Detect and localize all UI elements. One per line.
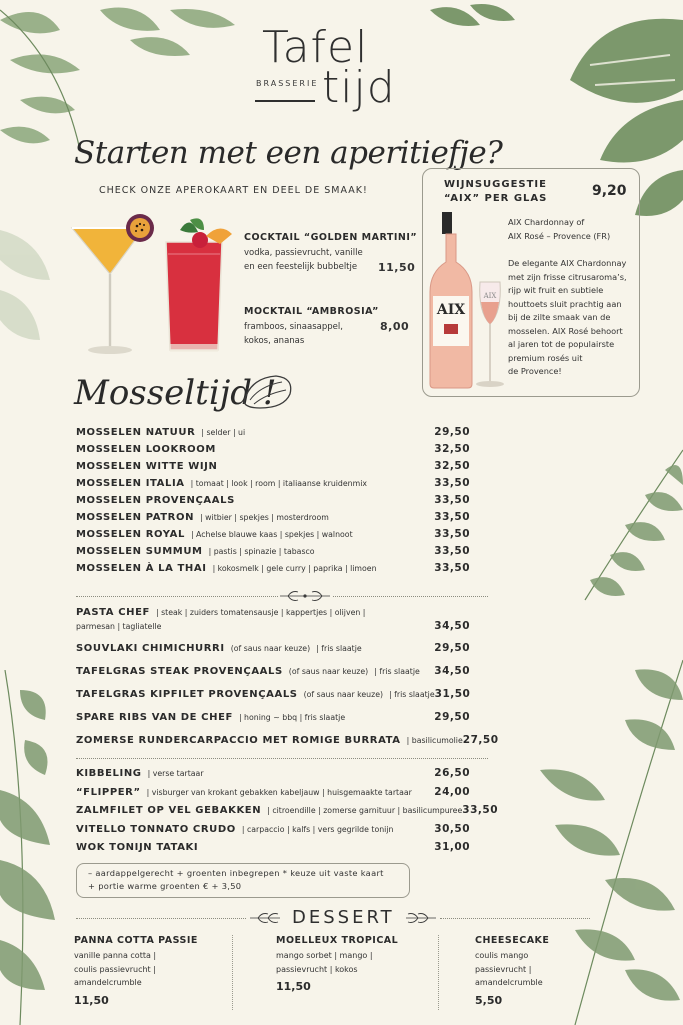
item-description: | fris slaatje bbox=[316, 644, 362, 653]
side-dish-note-line-2: + portie warme groenten € + 3,50 bbox=[88, 881, 242, 891]
menu-item-pasta bbox=[76, 607, 470, 632]
item-name: MOSSELEN ROYAL bbox=[76, 529, 185, 540]
menu-item bbox=[76, 545, 470, 561]
item-name: ZALMFILET OP VEL GEBAKKEN bbox=[76, 805, 262, 816]
cocktail-name: COCKTAIL “GOLDEN MARTINI” bbox=[244, 232, 418, 243]
dessert-heading: DESSERT bbox=[292, 907, 395, 928]
item-description: | kokosmelk | gele curry | paprika | limoen bbox=[212, 564, 377, 573]
item-price: 34,50 bbox=[434, 620, 470, 632]
item-price: 26,50 bbox=[434, 767, 470, 779]
item-description: | fris slaatje bbox=[389, 690, 435, 699]
dessert-name: PANNA COTTA PASSIE bbox=[74, 935, 198, 946]
dessert-desc-line: amandelcrumble bbox=[475, 978, 543, 987]
dessert-price: 11,50 bbox=[276, 980, 311, 993]
dessert-column-divider bbox=[438, 935, 439, 1010]
item-price: 29,50 bbox=[434, 642, 470, 654]
item-name: MOSSELEN NATUUR bbox=[76, 427, 196, 438]
item-price: 33,50 bbox=[434, 545, 470, 557]
leaf-decoration-right-middle bbox=[575, 440, 683, 610]
item-name: MOSSELEN SUMMUM bbox=[76, 546, 203, 557]
wine-price: 9,20 bbox=[592, 183, 627, 199]
item-name: KIBBELING bbox=[76, 768, 142, 779]
dessert-item bbox=[475, 935, 585, 1007]
item-price: 33,50 bbox=[462, 804, 498, 816]
dessert-name: CHEESECAKE bbox=[475, 935, 550, 946]
item-description: | tomaat | look | room | italiaanse kruidenmix bbox=[190, 479, 367, 488]
menu-item bbox=[76, 823, 470, 839]
wine-title bbox=[444, 178, 547, 206]
item-name: TAFELGRAS STEAK PROVENÇAALS bbox=[76, 666, 283, 677]
item-price: 33,50 bbox=[434, 494, 470, 506]
mosselen-heading: Mosseltijd ! bbox=[74, 373, 277, 413]
mocktail-price: 8,00 bbox=[380, 320, 410, 333]
item-name: TAFELGRAS KIPFILET PROVENÇAALS bbox=[76, 689, 298, 700]
menu-item bbox=[76, 528, 470, 544]
item-description: | witbier | spekjes | mosterdroom bbox=[200, 513, 329, 522]
menu-item bbox=[76, 494, 470, 510]
item-description: | basilicumolie bbox=[406, 736, 463, 745]
item-price: 24,00 bbox=[434, 786, 470, 798]
item-name: MOSSELEN LOOKROOM bbox=[76, 444, 216, 455]
aperitief-heading: Starten met een aperitiefje? bbox=[74, 135, 503, 171]
wine-desc-line: rijp wit fruit en subtiele bbox=[508, 285, 604, 295]
item-description: | honing ~ bbq | fris slaatje bbox=[238, 713, 346, 722]
wine-desc-line: al jaren tot de populairste bbox=[508, 339, 615, 349]
wine-subtitle bbox=[508, 216, 610, 243]
dessert-desc-line: amandelcrumble bbox=[74, 978, 142, 987]
menu-item bbox=[76, 477, 470, 493]
dessert-item bbox=[74, 935, 224, 1007]
wine-subtitle-line-1: AIX Chardonnay of bbox=[508, 217, 585, 227]
menu-item bbox=[76, 786, 470, 802]
aperitief-subheading: CHECK ONZE APEROKAART EN DEEL DE SMAAK! bbox=[99, 185, 368, 196]
menu-item bbox=[76, 767, 470, 783]
menu-item bbox=[76, 642, 470, 658]
item-price: 34,50 bbox=[434, 665, 470, 677]
mocktail-glass-icon bbox=[160, 214, 235, 359]
dessert-divider-right bbox=[440, 918, 590, 919]
item-price: 32,50 bbox=[434, 443, 470, 455]
mocktail-desc-1: framboos, sinaasappel, bbox=[244, 322, 343, 332]
dessert-price: 5,50 bbox=[475, 993, 503, 1007]
dessert-price: 11,50 bbox=[74, 993, 109, 1007]
menu-item bbox=[76, 426, 470, 442]
item-name: ZOMERSE RUNDERCARPACCIO MET ROMIGE BURRATA bbox=[76, 735, 401, 746]
item-description: | citroendille | zomerse garnituur | basilicumpuree bbox=[267, 806, 463, 815]
wine-bottle-icon bbox=[428, 212, 508, 390]
item-price: 30,50 bbox=[434, 823, 470, 835]
dessert-item bbox=[276, 935, 426, 993]
item-name: SPARE RIBS VAN DE CHEF bbox=[76, 712, 233, 723]
cocktail-price: 11,50 bbox=[378, 261, 416, 274]
mussel-icon bbox=[240, 372, 296, 412]
wine-desc-line: bij de zilte smaak van de bbox=[508, 312, 611, 322]
item-price: 32,50 bbox=[434, 460, 470, 472]
dessert-divider-left bbox=[76, 918, 246, 919]
menu-item bbox=[76, 711, 470, 727]
menu-item bbox=[76, 562, 470, 578]
wine-desc-line: mosselen. AIX Rosé behoort bbox=[508, 325, 623, 336]
dessert-desc-line: passievrucht | kokos bbox=[276, 964, 358, 974]
item-note: (of saus naar keuze) bbox=[288, 667, 369, 676]
item-price: 33,50 bbox=[434, 528, 470, 540]
sprig-right-icon bbox=[404, 910, 438, 926]
item-name: MOSSELEN PROVENÇAALS bbox=[76, 495, 235, 506]
item-description: | verse tartaar bbox=[147, 769, 204, 778]
menu-item bbox=[76, 460, 470, 476]
sprig-left-icon bbox=[248, 910, 282, 926]
wine-desc-line: met zijn frisse citrusaroma’s, bbox=[508, 271, 627, 282]
wine-description bbox=[508, 257, 636, 379]
dessert-desc-line: mango sorbet | mango | bbox=[276, 951, 373, 960]
dessert-name: MOELLEUX TROPICAL bbox=[276, 935, 399, 946]
martini-glass-icon bbox=[68, 208, 158, 358]
side-dish-note-line-1: – aardappelgerecht + groenten inbegrepen * keuze uit vaste kaart bbox=[88, 868, 384, 878]
menu-item bbox=[76, 804, 498, 820]
item-price: 31,00 bbox=[434, 841, 470, 853]
leaf-decoration-left-middle bbox=[0, 210, 60, 360]
item-name: MOSSELEN ITALIA bbox=[76, 478, 185, 489]
wine-subtitle-line-2: AIX Rosé – Provence (FR) bbox=[508, 230, 611, 241]
wine-title-line-2: “AIX” PER GLAS bbox=[444, 193, 548, 204]
item-note: (of saus naar keuze) bbox=[230, 644, 311, 653]
sprig-ornament-icon bbox=[278, 588, 332, 604]
item-description: | carpaccio | kalfs | vers gegrilde tonijn bbox=[241, 825, 394, 834]
cocktail-desc-1: vodka, passievrucht, vanille bbox=[244, 248, 363, 258]
item-name: MOSSELEN À LA THAI bbox=[76, 563, 207, 574]
wine-desc-line: De elegante AIX Chardonnay bbox=[508, 258, 627, 268]
menu-item bbox=[76, 841, 470, 857]
item-price: 33,50 bbox=[434, 562, 470, 574]
item-description: | steak | zuiders tomatensausje | kappertjes | olijven | bbox=[156, 608, 366, 617]
menu-item bbox=[76, 734, 499, 750]
logo-brasserie: BRASSERIE bbox=[256, 79, 319, 88]
item-name: MOSSELEN WITTE WIJN bbox=[76, 461, 218, 472]
item-description: | Achelse blauwe kaas | spekjes | walnoot bbox=[190, 530, 353, 539]
mocktail-desc-2: kokos, ananas bbox=[244, 336, 305, 346]
dessert-desc-line: coulis passievrucht | bbox=[74, 964, 156, 974]
dessert-desc-line: passievrucht | bbox=[475, 964, 532, 974]
item-name: VITELLO TONNATO CRUDO bbox=[76, 824, 236, 835]
item-description: | visburger van krokant gebakken kabeljauw | huisgemaakte tartaar bbox=[146, 788, 412, 797]
item-price: 33,50 bbox=[434, 511, 470, 523]
item-price: 33,50 bbox=[434, 477, 470, 489]
item-price: 27,50 bbox=[462, 734, 499, 746]
svg-text:AIX: AIX bbox=[483, 292, 497, 300]
mocktail-name: MOCKTAIL “AMBROSIA” bbox=[244, 306, 379, 317]
item-description: | pastis | spinazie | tabasco bbox=[208, 547, 315, 556]
menu-item bbox=[76, 688, 470, 704]
item-description: | fris slaatje bbox=[374, 667, 420, 676]
item-name: MOSSELEN PATRON bbox=[76, 512, 195, 523]
menu-item bbox=[76, 443, 470, 459]
leaf-decoration-bottom-left bbox=[0, 670, 60, 1025]
logo-tijd: tijd bbox=[322, 62, 396, 113]
item-description: | selder | ui bbox=[201, 428, 246, 437]
dessert-desc-line: coulis mango bbox=[475, 951, 529, 960]
item-price: 31,50 bbox=[434, 688, 471, 700]
item-description: parmesan | tagliatelle bbox=[76, 622, 162, 631]
item-name: SOUVLAKI CHIMICHURRI bbox=[76, 643, 225, 654]
wine-title-line-1: WIJNSUGGESTIE bbox=[444, 179, 547, 190]
item-name: “FLIPPER” bbox=[76, 787, 141, 798]
menu-item bbox=[76, 511, 470, 527]
menu-item bbox=[76, 665, 470, 681]
item-price: 29,50 bbox=[434, 426, 470, 438]
item-name: WOK TONIJN TATAKI bbox=[76, 842, 199, 853]
svg-text:AIX: AIX bbox=[436, 302, 466, 318]
wine-desc-line: premium rosés uit bbox=[508, 352, 583, 363]
cocktail-desc-2: en een feestelijk bubbeltje bbox=[244, 262, 358, 272]
wine-desc-line: de Provence! bbox=[508, 366, 562, 376]
item-price: 29,50 bbox=[434, 711, 470, 723]
wine-desc-line: houttoets sluit prachtig aan bbox=[508, 298, 622, 309]
item-name: PASTA CHEF bbox=[76, 607, 150, 618]
logo-underline bbox=[255, 100, 315, 102]
section-divider bbox=[76, 758, 488, 759]
dessert-column-divider bbox=[232, 935, 233, 1010]
item-note: (of saus naar keuze) bbox=[303, 690, 384, 699]
logo-tafel: Tafel bbox=[262, 22, 369, 73]
dessert-desc-line: vanille panna cotta | bbox=[74, 951, 157, 960]
